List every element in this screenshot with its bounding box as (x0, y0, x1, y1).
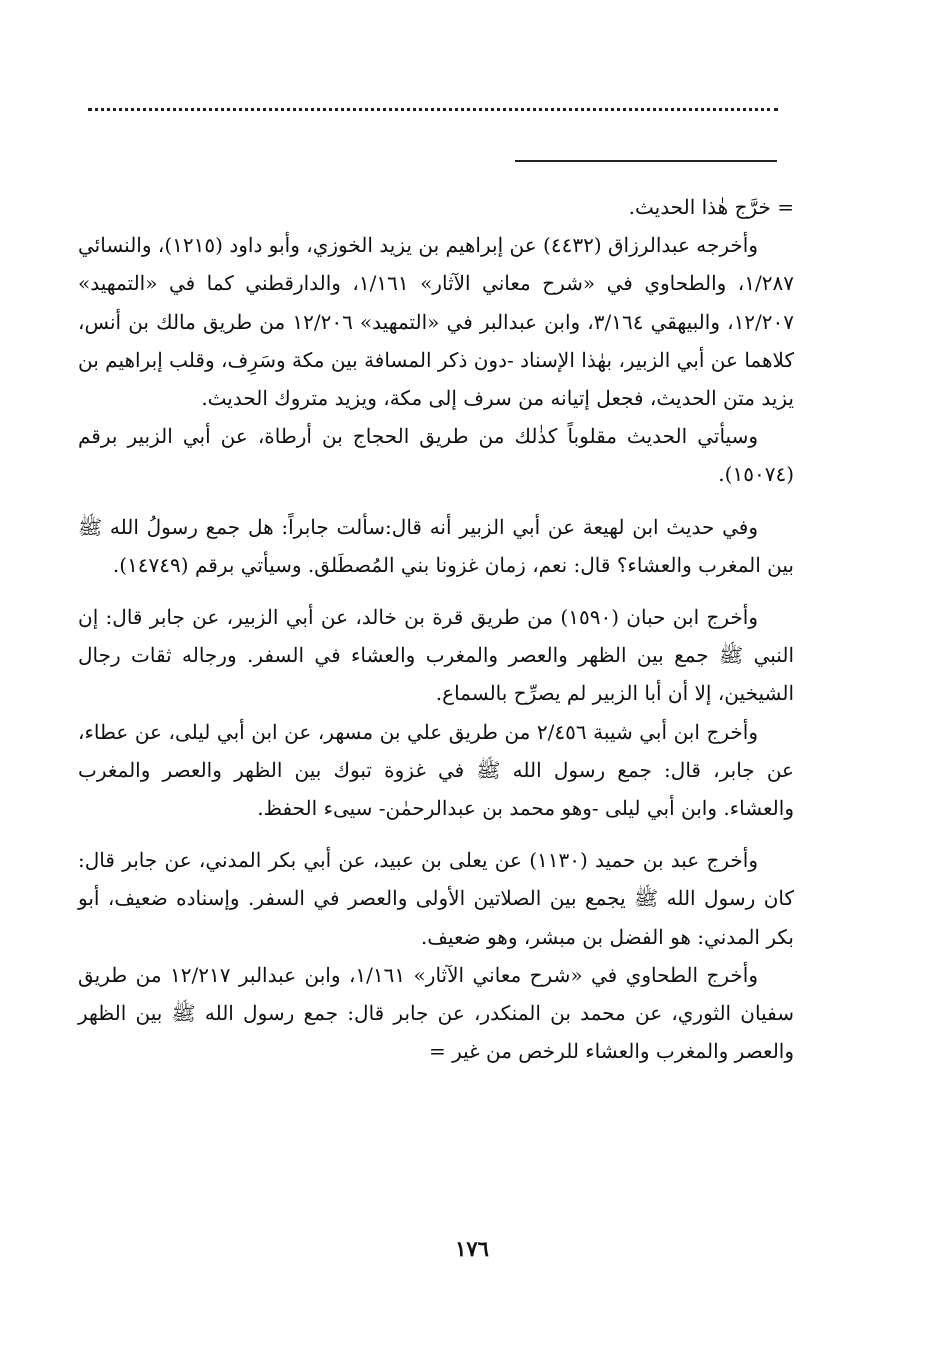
footnote-paragraph: وأخرج ابن أبي شيبة ٢/٤٥٦ من طريق علي بن مسهر، عن ابن أبي ليلى، عن عطاء، عن جابر، قال: جمع رسول الله ﷺ في غزوة تبوك بين الظهر والعصر والمغرب والعشاء. وابن أبي ليلى -وهو محمد بن عبدالرحمٰن- سيىء الحفظ. (78, 719, 794, 821)
footnote-continuation: = خرَّج هٰذا الحديث. (628, 195, 794, 219)
footnote-paragraph: وسيأتي الحديث مقلوباً كذٰلك من طريق الحجاج بن أرطاة، عن أبي الزبير برقم (١٥٠٧٤). (78, 424, 794, 487)
footnote-separator-line (515, 160, 777, 162)
footnote-paragraph: وأخرج الطحاوي في «شرح معاني الآثار» ١/١٦١، وابن عبدالبر ١٢/٢١٧ من طريق سفيان الثوري، عن محمد بن المنكدر، عن جابر قال: جمع رسول الله ﷺ بين الظهر والعصر والمغرب والعشاء للرخص من غير = (78, 962, 794, 1064)
header-dotted-separator (88, 108, 778, 125)
footnote-paragraph: وأخرجه عبدالرزاق (٤٤٣٢) عن إبراهيم بن يزيد الخوزي، وأبو داود (١٢١٥)، والنسائي ١/٢٨٧، والطحاوي في «شرح معاني الآثار» ١/١٦١، والدارقطني كما في «التمهيد» ١٢/٢٠٧، والبيهقي ٣/١٦٤، وابن عبدالبر في «التمهيد» ١٢/٢٠٦ من طريق مالك بن أنس، كلاهما عن أبي الزبير، بهٰذا الإسناد -دون ذكر المسافة بين مكة وسَرِف، وقلب إبراهيم بن يزيد متن الحديث، فجعل إتيانه من سرف إلى مكة، ويزيد متروك الحديث. (78, 233, 795, 411)
footnote-paragraph: وأخرج عبد بن حميد (١١٣٠) عن يعلى بن عبيد، عن أبي بكر المدني، عن جابر قال: كان رسول الله ﷺ يجمع بين الصلاتين الأولى والعصر في السفر. وإسناده ضعيف، أبو بكر المدني: هو الفضل بن مبشر، وهو ضعيف. (78, 848, 794, 949)
footnote-block (78, 188, 794, 1070)
footnote-paragraph: وفي حديث ابن لهيعة عن أبي الزبير أنه قال:سألت جابراً: هل جمع رسولُ الله ﷺ بين المغرب والعشاء؟ قال: نعم، زمان غزونا بني المُصطَلق. وسيأتي برقم (١٤٧٤٩). (78, 514, 794, 577)
page-number: ١٧٦ (455, 1236, 489, 1261)
footnote-paragraph: وأخرج ابن حبان (١٥٩٠) من طريق قرة بن خالد، عن أبي الزبير، عن جابر قال: إن النبي ﷺ جمع بين الظهر والعصر والمغرب والعشاء في السفر. ورجاله ثقات رجال الشيخين، إلا أن أبا الزبير لم يصرِّح بالسماع. (78, 605, 794, 706)
